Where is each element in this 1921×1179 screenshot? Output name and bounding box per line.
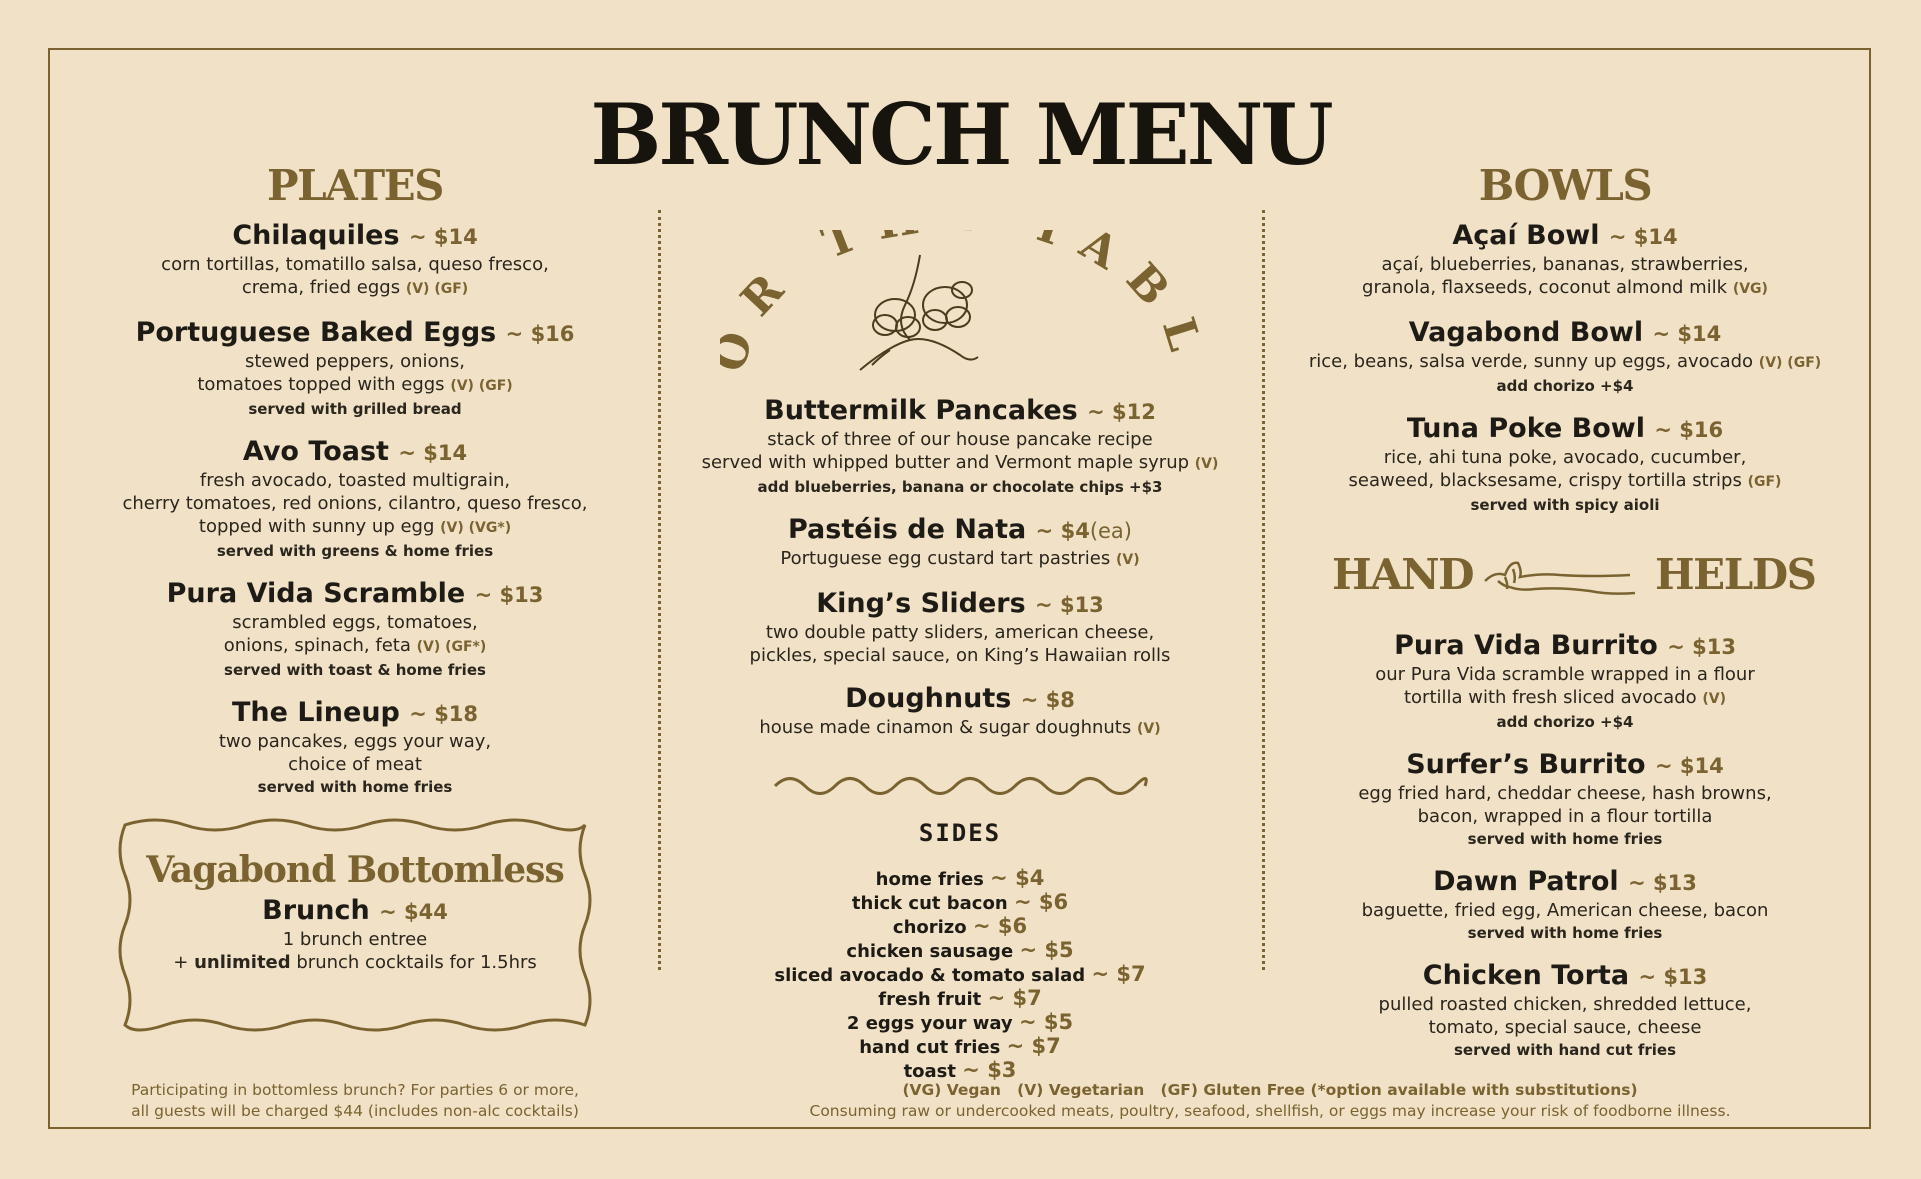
side-item-price: ~ $7: [987, 986, 1042, 1010]
menu-item-description-text: baguette, fried egg, American cheese, bacon: [1361, 900, 1769, 921]
dietary-tags: (V) (GF*): [416, 639, 487, 655]
menu-item: [1300, 220, 1830, 301]
dietary-tags: (V) (GF): [450, 378, 513, 394]
side-item-price: ~ $6: [1013, 890, 1069, 914]
menu-item-description-text: granola, flaxseeds, coconut almond milk: [1362, 277, 1728, 298]
menu-item-description-last: [680, 716, 1240, 741]
dietary-tags: (V): [1194, 456, 1219, 472]
menu-item-description-last: [95, 634, 615, 659]
bowls-heading: BOWLS: [1478, 161, 1652, 210]
side-item: [680, 867, 1240, 891]
menu-item-name: Pura Vida Scramble: [166, 578, 466, 609]
menu-item-note: served with hand cut fries: [1453, 1041, 1677, 1059]
handhelds-heading: [1320, 545, 1816, 605]
menu-item-title: [680, 588, 1240, 621]
dietary-tags: (V): [1136, 721, 1161, 737]
wavy-divider-icon: [770, 771, 1150, 801]
menu-item: [95, 220, 615, 301]
for-the-table-list: [680, 395, 1240, 741]
bottomless-name-line: [105, 895, 605, 928]
menu-item-price: ~ $14: [398, 441, 468, 465]
handhelds-word-1: HAND: [1332, 550, 1474, 599]
bottomless-line2: [105, 951, 605, 974]
menu-item-description-last: [1300, 899, 1830, 922]
side-item-price: ~ $5: [1018, 1010, 1074, 1034]
menu-item-price: ~ $14: [1608, 225, 1678, 249]
orchid-flower-icon: [850, 245, 990, 385]
menu-item-price: ~ $13: [1628, 871, 1697, 895]
bottomless-line2-post: brunch cocktails for 1.5hrs: [290, 952, 537, 973]
menu-item-description-text: crema, fried eggs: [241, 277, 401, 298]
menu-item-description-last: [95, 515, 615, 540]
bottomless-line1: 1 brunch entree: [282, 929, 428, 950]
menu-item: [95, 578, 615, 681]
side-item-price: ~ $3: [962, 1058, 1017, 1082]
menu-item: [680, 514, 1240, 572]
side-item: [680, 915, 1240, 939]
menu-item-description: our Pura Vida scramble wrapped in a flour: [1375, 664, 1755, 685]
for-the-table-section: [680, 395, 1240, 1083]
menu-item-description: two double patty sliders, american cheese,: [765, 622, 1155, 643]
menu-item-name: Dawn Patrol: [1433, 866, 1619, 897]
menu-item-name: Açaí Bowl: [1452, 220, 1600, 251]
side-item-name: chorizo: [892, 917, 967, 938]
menu-item: [1300, 413, 1830, 516]
menu-item-description-text: topped with sunny up egg: [198, 516, 435, 537]
side-item: [680, 963, 1240, 987]
menu-item-description: egg fried hard, cheddar cheese, hash browns,: [1358, 783, 1772, 804]
menu-item: [95, 436, 615, 562]
handhelds-word-2: HELDS: [1655, 550, 1816, 599]
handhelds-list: [1300, 630, 1830, 1061]
dietary-tags: (V): [1702, 691, 1727, 707]
menu-item: [1300, 866, 1830, 944]
menu-item-description-text: tomatoes topped with eggs: [197, 374, 445, 395]
bottomless-line2-pre: +: [173, 952, 195, 973]
menu-item-title: [1300, 866, 1830, 899]
side-item: [680, 939, 1240, 963]
menu-item: [680, 683, 1240, 741]
menu-item-title: [95, 578, 615, 611]
menu-item-description: stack of three of our house pancake recipe: [767, 429, 1153, 450]
menu-item-name: The Lineup: [231, 697, 400, 728]
page-title: BRUNCH MENU: [590, 85, 1331, 184]
divider-left: [658, 210, 661, 970]
menu-item-price: ~ $16: [505, 322, 575, 346]
menu-item-name: Chicken Torta: [1422, 960, 1630, 991]
side-item-name: home fries: [875, 869, 984, 890]
sides-heading: SIDES: [918, 819, 1002, 847]
menu-item-title: [1300, 630, 1830, 663]
dietary-tags: (GF): [1747, 474, 1782, 490]
menu-item-price: ~ $14: [1652, 322, 1722, 346]
menu-item-description-last: [95, 276, 615, 301]
menu-item: [680, 588, 1240, 667]
menu-item-title: [95, 317, 615, 350]
menu-item-description-text: bacon, wrapped in a flour tortilla: [1417, 806, 1713, 827]
bottomless-title: Vagabond Bottomless: [146, 849, 564, 891]
menu-item-note: served with home fries: [1467, 830, 1663, 848]
legend-footnote: [700, 1080, 1840, 1122]
dietary-legend: (VG) Vegan (V) Vegetarian (GF) Gluten Free (*option available with substitutions): [902, 1081, 1638, 1099]
bottomless-line2-bold: unlimited: [194, 952, 291, 973]
footnote-line2: all guests will be charged $44 (includes non-alc cocktails): [131, 1102, 579, 1120]
menu-item-description-text: rice, beans, salsa verde, sunny up eggs, avocado: [1308, 351, 1754, 372]
menu-item-description-last: [1300, 1016, 1830, 1039]
menu-item-price: ~ $16: [1654, 418, 1724, 442]
menu-item-description-last: [1300, 805, 1830, 828]
for-the-table-heading: [720, 230, 1200, 390]
side-item-price: ~ $4: [990, 866, 1045, 890]
divider-right: [1262, 210, 1265, 970]
menu-item-description: stewed peppers, onions,: [244, 351, 466, 372]
menu-item: [1300, 749, 1830, 850]
bottomless-content: [105, 845, 605, 974]
menu-item-price: ~ $14: [1655, 754, 1724, 778]
menu-item-price: ~ $18: [409, 702, 479, 726]
footnote-line1: Participating in bottomless brunch? For parties 6 or more,: [131, 1081, 579, 1099]
side-item-name: toast: [903, 1061, 956, 1082]
menu-item-description-text: house made cinamon & sugar doughnuts: [759, 717, 1132, 738]
bowls-section: [1300, 160, 1830, 532]
menu-item-price: ~ $13: [1638, 965, 1708, 989]
menu-item-note: served with spicy aioli: [1470, 496, 1660, 514]
menu-item-description-text: seaweed, blacksesame, crispy tortilla strips: [1348, 470, 1742, 491]
menu-item-price: ~ $4: [1035, 519, 1090, 543]
menu-item-note: add chorizo +$4: [1496, 377, 1634, 395]
menu-item-description-last: [1300, 276, 1830, 301]
menu-item-name: King’s Sliders: [816, 588, 1026, 619]
menu-item-title: [680, 395, 1240, 428]
menu-item-note: served with grilled bread: [248, 400, 462, 418]
menu-item-name: Pura Vida Burrito: [1394, 630, 1658, 661]
dietary-tags: (V) (GF): [405, 281, 469, 297]
bowls-list: [1300, 220, 1830, 516]
menu-item: [1300, 960, 1830, 1061]
menu-item-title: [1300, 220, 1830, 253]
menu-item-description: two pancakes, eggs your way,: [218, 731, 492, 752]
menu-item-description: scrambled eggs, tomatoes,: [232, 612, 478, 633]
menu-item-price-unit: (ea): [1089, 519, 1132, 543]
dietary-tags: (V) (VG*): [440, 520, 512, 536]
menu-item-name: Portuguese Baked Eggs: [135, 317, 497, 348]
handhelds-section: [1300, 630, 1830, 1077]
menu-item-name: Pastéis de Nata: [787, 514, 1027, 545]
menu-item-description-text: served with whipped butter and Vermont maple syrup: [701, 452, 1190, 473]
menu-item-price: ~ $14: [408, 225, 478, 249]
menu-item-description-last: [1300, 469, 1830, 494]
menu-item-description-text: tortilla with fresh sliced avocado: [1403, 687, 1697, 708]
side-item: [680, 987, 1240, 1011]
hand-icon: [1480, 551, 1640, 601]
menu-item-price: ~ $8: [1020, 688, 1075, 712]
dietary-tags: (V) (GF): [1758, 355, 1822, 371]
menu-item-description-last: [680, 547, 1240, 572]
menu-item-name: Doughnuts: [845, 683, 1012, 714]
menu-item-name: Buttermilk Pancakes: [764, 395, 1078, 426]
menu-item-description: corn tortillas, tomatillo salsa, queso fresco,: [161, 254, 549, 275]
bottomless-box: [105, 815, 605, 1035]
menu-item-description-last: [680, 451, 1240, 476]
dietary-tags: (V): [1115, 552, 1140, 568]
plates-list: [95, 220, 615, 798]
menu-item-description-last: [680, 644, 1240, 667]
menu-item-description: pulled roasted chicken, shredded lettuce,: [1378, 994, 1752, 1015]
menu-item-title: [95, 220, 615, 253]
menu-item-title: [680, 514, 1240, 547]
side-item: [680, 1035, 1240, 1059]
menu-item: [1300, 317, 1830, 397]
menu-item-note: served with home fries: [257, 778, 453, 796]
menu-item-description: rice, ahi tuna poke, avocado, cucumber,: [1383, 447, 1747, 468]
menu-item-description: cherry tomatoes, red onions, cilantro, queso fresco,: [122, 493, 588, 514]
bottomless-price: ~ $44: [379, 900, 448, 924]
menu-item-title: [1300, 317, 1830, 350]
plates-heading: PLATES: [266, 161, 443, 210]
dietary-tags: (VG): [1732, 281, 1768, 297]
menu-item: [680, 395, 1240, 498]
menu-item-price: ~ $13: [474, 583, 544, 607]
side-item-price: ~ $6: [972, 914, 1028, 938]
menu-item-description-last: [1300, 686, 1830, 711]
menu-item-description: açaí, blueberries, bananas, strawberries,: [1381, 254, 1749, 275]
menu-item-title: [1300, 749, 1830, 782]
for-the-table-text: R T TAB: [731, 230, 1193, 331]
side-item: [680, 891, 1240, 915]
menu-item-description-last: [95, 753, 615, 776]
menu-item-description-text: onions, spinach, feta: [223, 635, 411, 656]
menu-item-title: [680, 683, 1240, 716]
bottomless-name: Brunch: [262, 895, 370, 926]
menu-item-description-text: choice of meat: [288, 754, 422, 775]
health-warning: Consuming raw or undercooked meats, poultry, seafood, shellfish, or eggs may increase your risk of foodborne illness.: [809, 1102, 1731, 1120]
menu-item: [1300, 630, 1830, 733]
menu-item-name: Chilaquiles: [232, 220, 400, 251]
menu-item-name: Tuna Poke Bowl: [1406, 413, 1645, 444]
menu-item-price: ~ $12: [1087, 400, 1156, 424]
menu-item-name: Avo Toast: [242, 436, 389, 467]
side-item-price: ~ $5: [1019, 938, 1074, 962]
side-item-name: hand cut fries: [859, 1037, 1001, 1058]
menu-item-name: Vagabond Bowl: [1408, 317, 1644, 348]
menu-item-price: ~ $13: [1667, 635, 1736, 659]
sides-list: [680, 867, 1240, 1083]
menu-item-note: add chorizo +$4: [1496, 713, 1634, 731]
side-item-price: ~ $7: [1091, 962, 1146, 986]
menu-item-title: [1300, 413, 1830, 446]
side-item-name: chicken sausage: [846, 941, 1014, 962]
menu-item-description-last: [1300, 350, 1830, 375]
menu-item-title: [1300, 960, 1830, 993]
side-item-name: 2 eggs your way: [846, 1013, 1013, 1034]
side-item-price: ~ $7: [1006, 1034, 1061, 1058]
menu-item-note: add blueberries, banana or chocolate chips +$3: [757, 478, 1163, 496]
side-item: [680, 1011, 1240, 1035]
side-item-name: fresh fruit: [878, 989, 982, 1010]
menu-item-description-text: Portuguese egg custard tart pastries: [780, 548, 1111, 569]
side-item-name: thick cut bacon: [851, 893, 1008, 914]
menu-item-name: Surfer’s Burrito: [1406, 749, 1646, 780]
menu-item-note: served with toast & home fries: [224, 661, 486, 679]
menu-item-description-text: pickles, special sauce, on King’s Hawaiian rolls: [749, 645, 1171, 666]
plates-section: [95, 160, 615, 814]
menu-item-title: [95, 697, 615, 730]
menu-item-description-text: tomato, special sauce, cheese: [1428, 1017, 1702, 1038]
menu-item-description-last: [95, 373, 615, 398]
side-item-name: sliced avocado & tomato salad: [774, 965, 1086, 986]
menu-item: [95, 697, 615, 798]
menu-item-note: served with home fries: [1467, 924, 1663, 942]
bottomless-footnote: [95, 1080, 615, 1122]
menu-item: [95, 317, 615, 420]
menu-item-title: [95, 436, 615, 469]
menu-item-price: ~ $13: [1035, 593, 1104, 617]
menu-item-note: served with greens & home fries: [216, 542, 494, 560]
menu-item-description: fresh avocado, toasted multigrain,: [199, 470, 511, 491]
